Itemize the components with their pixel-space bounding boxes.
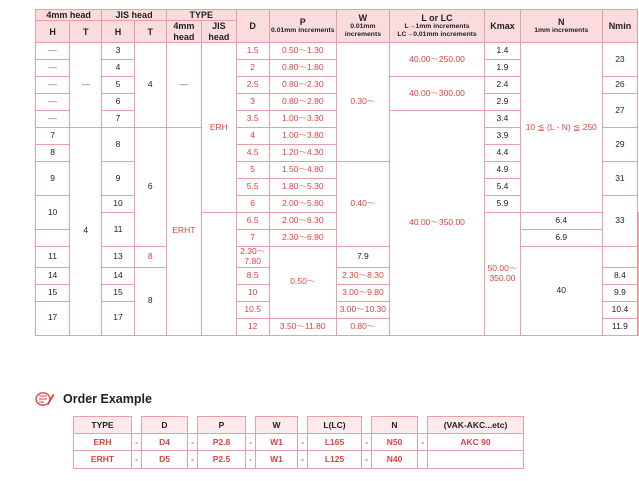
cell-p: 1.50～4.80 xyxy=(269,162,336,179)
cell-p: 0.80～2.80 xyxy=(269,94,336,111)
cell-d: 10 xyxy=(236,284,269,301)
order-separator: - xyxy=(188,434,198,451)
cell-kmax: 6.4 xyxy=(520,213,602,230)
cell-l: 40.00～300.00 xyxy=(389,77,485,111)
header-sub-t1: T xyxy=(70,21,102,43)
cell-type-4mm: — xyxy=(166,43,201,128)
cell-kmax: 3.9 xyxy=(485,128,520,145)
cell-h2: 15 xyxy=(102,284,134,301)
header-sub-type-jis: JIS head xyxy=(201,21,236,43)
cell-type-jis xyxy=(201,213,236,336)
cell-h1 xyxy=(36,230,70,247)
cell-nmin: 29 xyxy=(602,128,637,162)
cell-d: 5.5 xyxy=(236,179,269,196)
order-separator: - xyxy=(418,434,428,451)
order-separator: - xyxy=(246,451,256,468)
cell-h1: — xyxy=(36,77,70,94)
cell-kmax: 4.9 xyxy=(485,162,520,179)
header-col-n-sub: 1mm increments xyxy=(534,27,589,35)
cell-kmax: 1.9 xyxy=(485,60,520,77)
order-header-p: P xyxy=(198,417,246,434)
cell-h2: 9 xyxy=(102,162,134,196)
cell-w: 0.80～ xyxy=(337,318,390,335)
order-cell-extra xyxy=(428,451,524,468)
cell-d: 4 xyxy=(236,128,269,145)
cell-h2: 5 xyxy=(102,77,134,94)
cell-h1: 8 xyxy=(36,145,70,162)
cell-kmax: 5.9 xyxy=(485,196,520,213)
cell-h1: 7 xyxy=(36,128,70,145)
header-col-w-label: W xyxy=(358,13,368,24)
cell-d: 7 xyxy=(236,230,269,247)
order-cell-d: D5 xyxy=(142,451,188,468)
cell-h2: 14 xyxy=(102,267,134,284)
cell-h2: 13 xyxy=(102,247,134,268)
order-row xyxy=(74,434,524,451)
cell-p: 1.00～3.30 xyxy=(269,111,336,128)
cell-h2: 6 xyxy=(102,94,134,111)
cell-d: 3.5 xyxy=(236,111,269,128)
cell-type-4mm xyxy=(166,128,201,336)
cell-h1: 15 xyxy=(36,284,70,301)
header-sub-t2: T xyxy=(134,21,166,43)
cell-p: 1.20～4.30 xyxy=(269,145,336,162)
specification-table xyxy=(35,9,639,336)
cell-d: 6.5 xyxy=(236,213,269,230)
cell-kmax: 9.9 xyxy=(602,284,637,301)
cell-kmax: 8.4 xyxy=(602,267,637,284)
cell-t2: 8 xyxy=(134,267,166,335)
type-jis-value: ERH xyxy=(209,121,228,132)
order-separator: - xyxy=(188,451,198,468)
cell-l: 40.00～250.00 xyxy=(389,43,485,77)
order-example-table xyxy=(73,416,524,469)
order-cell-type: ERHT xyxy=(74,451,132,468)
order-header-l: L(LC) xyxy=(308,417,362,434)
order-cell-d: D4 xyxy=(142,434,188,451)
header-col-l-sub1: L→1mm increments xyxy=(404,23,470,31)
header-col-l-label: L or LC xyxy=(421,13,453,24)
cell-t2: 4 xyxy=(134,43,166,128)
order-separator: - xyxy=(362,434,372,451)
table-header-row-1 xyxy=(36,10,639,21)
cell-n xyxy=(520,43,602,213)
cell-t1: — xyxy=(70,43,102,128)
order-example-title: Order Example xyxy=(63,392,152,406)
order-cell-type: ERH xyxy=(74,434,132,451)
header-col-l-sub2: LC→0.01mm increments xyxy=(397,31,477,39)
cell-h1: — xyxy=(36,94,70,111)
cell-h1: — xyxy=(36,43,70,60)
header-col-w xyxy=(337,10,390,43)
order-row xyxy=(74,451,524,468)
cell-h2: 17 xyxy=(102,301,134,335)
order-cell-w: W1 xyxy=(256,451,298,468)
cell-d: 8.5 xyxy=(236,267,269,284)
order-separator: - xyxy=(298,434,308,451)
header-col-nmin: Nmin xyxy=(602,10,637,43)
cell-kmax: 3.4 xyxy=(485,111,520,128)
cell-d: 5 xyxy=(236,162,269,179)
cell-d: 1.5 xyxy=(236,43,269,60)
cell-p: 2.30～8.30 xyxy=(337,267,390,284)
cell-d: 6 xyxy=(236,196,269,213)
cell-d: 8 xyxy=(134,247,166,268)
cell-p: 3.50～11.80 xyxy=(269,318,336,335)
cell-p: 1.80～5.30 xyxy=(269,179,336,196)
cell-p: 2.30～6.80 xyxy=(269,230,336,247)
cell-kmax: 2.9 xyxy=(485,94,520,111)
header-group-4mm-head: 4mm head xyxy=(36,10,102,21)
header-sub-h1: H xyxy=(36,21,70,43)
order-separator: - xyxy=(362,451,372,468)
cell-p: 0.50～1.30 xyxy=(269,43,336,60)
cell-type-jis xyxy=(201,43,236,213)
cell-l: 50.00～350.00 xyxy=(485,213,520,336)
cell-h2: 10 xyxy=(102,196,134,213)
cell-nmin: 33 xyxy=(602,196,637,247)
header-col-n xyxy=(520,10,602,43)
cell-kmax: 11.9 xyxy=(602,318,637,335)
order-cell-w: W1 xyxy=(256,434,298,451)
order-cell-p: P2.5 xyxy=(198,451,246,468)
cell-p: 3.00～9.80 xyxy=(337,284,390,301)
type-4mm-value: ERHT xyxy=(172,225,196,236)
order-separator: - xyxy=(132,451,142,468)
header-col-d: D xyxy=(236,10,269,43)
cell-nmin: 26 xyxy=(602,77,637,94)
order-header-n: N xyxy=(372,417,418,434)
order-separator: - xyxy=(132,434,142,451)
order-example-title-row xyxy=(35,390,524,408)
order-cell-l: L165 xyxy=(308,434,362,451)
header-group-type: TYPE xyxy=(166,10,236,21)
order-cell-n: N40 xyxy=(372,451,418,468)
order-example-section xyxy=(35,390,524,469)
order-separator xyxy=(418,451,428,468)
cell-nmin: 23 xyxy=(602,43,637,77)
cell-d: 3 xyxy=(236,94,269,111)
cell-d: 2.5 xyxy=(236,77,269,94)
cell-n xyxy=(638,213,639,336)
cell-h1: 17 xyxy=(36,301,70,335)
table-row xyxy=(36,43,639,60)
order-cell-extra: AKC 90 xyxy=(428,434,524,451)
cell-h1: — xyxy=(36,60,70,77)
cell-d: 2 xyxy=(236,60,269,77)
order-cell-n: N50 xyxy=(372,434,418,451)
cell-p: 3.00～10.30 xyxy=(337,301,390,318)
cell-h1: 14 xyxy=(36,267,70,284)
header-sub-type-4mm: 4mm head xyxy=(166,21,201,43)
cell-nmin: 40 xyxy=(520,247,602,336)
cell-kmax: 4.4 xyxy=(485,145,520,162)
cell-h1: 9 xyxy=(36,162,70,196)
header-col-kmax: Kmax xyxy=(485,10,520,43)
cell-h2: 11 xyxy=(102,213,134,247)
cell-nmin: 31 xyxy=(602,162,637,196)
cell-l: 40.00～350.00 xyxy=(389,111,485,336)
header-col-p-sub: 0.01mm increments xyxy=(271,27,335,35)
cell-t1: 4 xyxy=(70,128,102,336)
cell-kmax: 5.4 xyxy=(485,179,520,196)
cell-d: 4.5 xyxy=(236,145,269,162)
cell-kmax: 7.9 xyxy=(337,247,390,268)
cell-p: 2.30～7.80 xyxy=(236,247,269,268)
order-header-w: W xyxy=(256,417,298,434)
header-sub-h2: H xyxy=(102,21,134,43)
cell-w: 0.40～ xyxy=(337,162,390,247)
header-col-p xyxy=(269,10,336,43)
order-header-extra: (VAK-AKC...etc) xyxy=(428,417,524,434)
cell-p: 0.80～2.30 xyxy=(269,77,336,94)
header-group-jis-head: JIS head xyxy=(102,10,166,21)
cell-p: 0.80～1.80 xyxy=(269,60,336,77)
cell-kmax: 2.4 xyxy=(485,77,520,94)
order-header-d: D xyxy=(142,417,188,434)
cell-kmax: 1.4 xyxy=(485,43,520,60)
cell-w: 0.30～ xyxy=(337,43,390,162)
cell-h2: 8 xyxy=(102,128,134,162)
cell-h1: 10 xyxy=(36,196,70,230)
cell-p: 2.00～6.30 xyxy=(269,213,336,230)
cell-h2: 3 xyxy=(102,43,134,60)
cell-w: 0.50～ xyxy=(269,247,336,319)
cell-h1: 11 xyxy=(36,247,70,268)
table-row xyxy=(36,247,639,268)
cell-d: 10.5 xyxy=(236,301,269,318)
n-value: 10 ≦ (L - N) ≦ 250 xyxy=(525,121,597,132)
cell-nmin: 27 xyxy=(602,94,637,128)
cell-kmax: 6.9 xyxy=(520,230,602,247)
order-header-type: TYPE xyxy=(74,417,132,434)
header-col-n-label: N xyxy=(557,16,565,27)
cell-p: 2.00～5.80 xyxy=(269,196,336,213)
cell-h2: 4 xyxy=(102,60,134,77)
header-col-l xyxy=(389,10,485,43)
cell-d: 12 xyxy=(236,318,269,335)
header-col-p-label: P xyxy=(299,16,306,27)
cell-h1: — xyxy=(36,111,70,128)
pencil-note-icon xyxy=(35,390,55,408)
header-col-w-sub: 0.01mm increments xyxy=(344,23,381,39)
cell-kmax: 10.4 xyxy=(602,301,637,318)
order-separator: - xyxy=(298,451,308,468)
cell-t2: 6 xyxy=(134,128,166,247)
order-cell-p: P2.8 xyxy=(198,434,246,451)
order-header-row xyxy=(74,417,524,434)
order-separator: - xyxy=(246,434,256,451)
cell-h2: 7 xyxy=(102,111,134,128)
order-cell-l: L125 xyxy=(308,451,362,468)
cell-p: 1.00～3.80 xyxy=(269,128,336,145)
